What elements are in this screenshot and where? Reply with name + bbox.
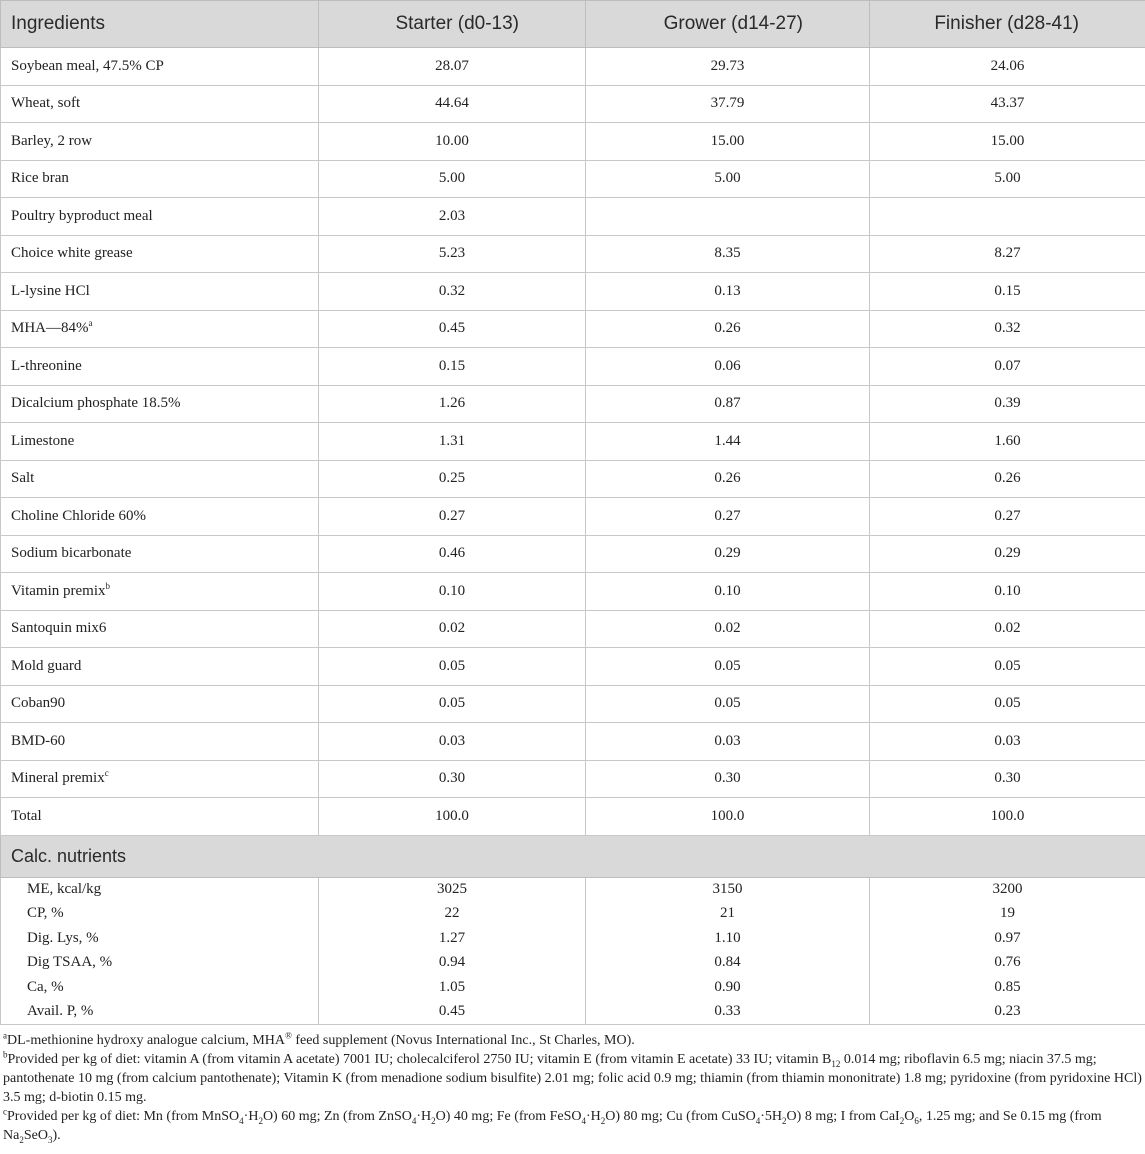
ingredient-name (1, 160, 319, 198)
header-grower: Grower (d14-27) (586, 1, 870, 48)
grower-nutrient-value: 0.90 (586, 975, 870, 1000)
grower-value: 0.06 (586, 348, 870, 386)
grower-nutrient-value: 0.33 (586, 1000, 870, 1025)
footnote-c-part: O (904, 1108, 915, 1124)
grower-value: 0.05 (586, 685, 870, 723)
ingredient-name (1, 498, 319, 536)
starter-value: 0.46 (319, 535, 586, 573)
finisher-nutrient-value: 0.76 (870, 951, 1145, 976)
footnote-c-sub: 4 (581, 1115, 586, 1126)
starter-nutrient-value: 0.94 (319, 951, 586, 976)
ingredient-name-text: Dicalcium phosphate 18.5% (11, 395, 181, 412)
finisher-value: 5.00 (870, 160, 1145, 198)
footnote-mark: a (88, 318, 93, 329)
footnote-c-mark: c (3, 1105, 7, 1116)
ingredient-name-text: Coban90 (11, 695, 66, 712)
table-row (1, 685, 1145, 723)
footnote-c-sub: 6 (914, 1115, 919, 1126)
ingredient-name-text: Sodium bicarbonate (11, 545, 132, 562)
table-row (1, 760, 1145, 798)
footnote-c-part: SeO (23, 1127, 48, 1143)
registered-mark: ® (284, 1029, 292, 1040)
starter-value: 0.05 (319, 648, 586, 686)
table-row (1, 423, 1145, 461)
nutrient-row (1, 951, 1145, 976)
footnote-b-text-1: Provided per kg of diet: vitamin A (from vitamin A acetate) 7001 IU; cholecalciferol 2750 IU; vitamin E (from vitamin E acetate) 33 IU; vitamin B (7, 1051, 832, 1067)
starter-value: 5.00 (319, 160, 586, 198)
ingredient-name (1, 198, 319, 236)
grower-value: 0.29 (586, 535, 870, 573)
ingredient-name-text: Poultry byproduct meal (11, 207, 153, 224)
grower-nutrient-value: 3150 (586, 877, 870, 902)
footnote-c (3, 1107, 1142, 1145)
finisher-value (870, 198, 1145, 236)
finisher-value: 0.27 (870, 498, 1145, 536)
header-ingredients: Ingredients (1, 1, 319, 48)
grower-value: 8.35 (586, 235, 870, 273)
nutrient-name: ME, kcal/kg (1, 877, 319, 902)
ingredient-name (1, 273, 319, 311)
footnote-c-sub: 3 (47, 1134, 53, 1145)
grower-value: 0.26 (586, 310, 870, 348)
footnote-c-part: Provided per kg of diet: Mn (from MnSO (7, 1108, 240, 1124)
starter-nutrient-value: 3025 (319, 877, 586, 902)
nutrients-section-row (1, 835, 1145, 877)
starter-value: 44.64 (319, 85, 586, 123)
table-row (1, 48, 1145, 86)
grower-nutrient-value: 1.10 (586, 926, 870, 951)
footnote-c-sub: 2 (19, 1134, 24, 1145)
nutrients-section (1, 835, 1145, 877)
ingredient-name-text: Total (11, 807, 42, 824)
ingredient-name-text: Vitamin premix (11, 582, 106, 599)
footnote-c-part: ·H (585, 1108, 601, 1124)
ingredient-name (1, 685, 319, 723)
ingredient-name (1, 348, 319, 386)
finisher-value: 0.30 (870, 760, 1145, 798)
table-row (1, 610, 1145, 648)
table-row (1, 648, 1145, 686)
grower-value: 0.02 (586, 610, 870, 648)
starter-nutrient-value: 1.05 (319, 975, 586, 1000)
starter-nutrient-value: 1.27 (319, 926, 586, 951)
footnote-c-part: O) 8 mg; I from CaI (786, 1108, 900, 1124)
header-starter: Starter (d0-13) (319, 1, 586, 48)
starter-value: 0.25 (319, 460, 586, 498)
ingredient-name (1, 535, 319, 573)
finisher-value: 100.0 (870, 798, 1145, 836)
ingredient-name (1, 423, 319, 461)
footnote-c-sub: 2 (600, 1115, 606, 1126)
table-row (1, 198, 1145, 236)
nutrient-row (1, 926, 1145, 951)
grower-value: 15.00 (586, 123, 870, 161)
grower-value: 1.44 (586, 423, 870, 461)
finisher-value: 15.00 (870, 123, 1145, 161)
ingredient-name (1, 235, 319, 273)
finisher-value: 43.37 (870, 85, 1145, 123)
finisher-value: 0.32 (870, 310, 1145, 348)
footnote-c-sub: 4 (755, 1115, 761, 1126)
finisher-nutrient-value: 3200 (870, 877, 1145, 902)
starter-value: 0.05 (319, 685, 586, 723)
footnote-c-sub: 4 (239, 1115, 244, 1126)
starter-value: 1.31 (319, 423, 586, 461)
ingredient-name (1, 798, 319, 836)
finisher-nutrient-value: 0.23 (870, 1000, 1145, 1025)
starter-value: 0.32 (319, 273, 586, 311)
footnote-c-sub: 2 (431, 1115, 436, 1126)
grower-value: 0.27 (586, 498, 870, 536)
grower-value: 0.03 (586, 723, 870, 761)
header-row (1, 1, 1145, 48)
grower-value: 100.0 (586, 798, 870, 836)
ingredient-name-text: L-lysine HCl (11, 282, 90, 299)
finisher-value: 0.26 (870, 460, 1145, 498)
nutrient-row (1, 1000, 1145, 1025)
ingredient-name-text: Salt (11, 470, 35, 487)
nutrient-name: Dig TSAA, % (1, 951, 319, 976)
finisher-value: 1.60 (870, 423, 1145, 461)
footnote-a (3, 1031, 1142, 1050)
footnote-b (3, 1050, 1142, 1107)
ingredient-name (1, 310, 319, 348)
starter-value: 28.07 (319, 48, 586, 86)
ingredient-name-text: Mineral premix (11, 770, 105, 787)
ingredient-name (1, 573, 319, 611)
finisher-value: 0.05 (870, 685, 1145, 723)
header-finisher: Finisher (d28-41) (870, 1, 1145, 48)
starter-value: 0.45 (319, 310, 586, 348)
footnote-c-part: ). (52, 1127, 61, 1143)
grower-value (586, 198, 870, 236)
ingredient-name (1, 760, 319, 798)
grower-value: 0.13 (586, 273, 870, 311)
starter-value: 0.27 (319, 498, 586, 536)
starter-value: 5.23 (319, 235, 586, 273)
finisher-nutrient-value: 0.85 (870, 975, 1145, 1000)
nutrient-row (1, 975, 1145, 1000)
finisher-value: 24.06 (870, 48, 1145, 86)
footnote-c-part: O) 60 mg; Zn (from ZnSO (262, 1108, 412, 1124)
finisher-nutrient-value: 19 (870, 902, 1145, 927)
table-row (1, 160, 1145, 198)
ingredient-name (1, 648, 319, 686)
ingredient-name-text: Santoquin mix6 (11, 620, 107, 637)
starter-value: 2.03 (319, 198, 586, 236)
nutrient-name: Avail. P, % (1, 1000, 319, 1025)
grower-value: 0.30 (586, 760, 870, 798)
grower-value: 37.79 (586, 85, 870, 123)
ingredient-name (1, 460, 319, 498)
finisher-value: 0.10 (870, 573, 1145, 611)
grower-value: 29.73 (586, 48, 870, 86)
ingredient-name-text: Choline Chloride 60% (11, 507, 146, 524)
starter-value: 10.00 (319, 123, 586, 161)
table-row (1, 348, 1145, 386)
table-row (1, 798, 1145, 836)
footnote-a-mark: a (3, 1029, 7, 1040)
table-row (1, 310, 1145, 348)
table-header (1, 1, 1145, 48)
table-row (1, 460, 1145, 498)
finisher-value: 0.39 (870, 385, 1145, 423)
starter-value: 0.03 (319, 723, 586, 761)
finisher-value: 0.29 (870, 535, 1145, 573)
footnote-a-text-1: DL-methionine hydroxy analogue calcium, MHA (7, 1032, 285, 1048)
ingredient-name-text: MHA—84% (11, 320, 89, 337)
ingredient-name-text: Barley, 2 row (11, 132, 93, 149)
footnote-c-part: , 1.25 mg; and Se 0.15 mg (from Na (3, 1108, 1102, 1143)
footnote-c-sub: 2 (899, 1115, 905, 1126)
finisher-nutrient-value: 0.97 (870, 926, 1145, 951)
footnotes (0, 1025, 1145, 1145)
nutrient-row (1, 902, 1145, 927)
ingredient-name-text: Soybean meal, 47.5% CP (11, 57, 164, 74)
table-row (1, 573, 1145, 611)
starter-value: 0.30 (319, 760, 586, 798)
finisher-value: 0.03 (870, 723, 1145, 761)
footnote-c-sub: 2 (782, 1115, 787, 1126)
footnote-c-part: O) 80 mg; Cu (from CuSO (605, 1108, 756, 1124)
ingredient-name-text: Mold guard (11, 657, 82, 674)
ingredients-body (1, 48, 1145, 836)
footnote-c-part: ·5H (760, 1108, 783, 1124)
grower-value: 5.00 (586, 160, 870, 198)
footnote-b-mark: b (3, 1048, 8, 1059)
starter-value: 0.02 (319, 610, 586, 648)
footnote-mark: c (104, 768, 109, 779)
ingredient-name-text: Choice white grease (11, 245, 133, 262)
starter-value: 0.15 (319, 348, 586, 386)
table-row (1, 123, 1145, 161)
footnote-a-text-2: feed supplement (Novus International Inc., St Charles, MO). (291, 1032, 635, 1048)
ingredient-name-text: Wheat, soft (11, 95, 81, 112)
starter-nutrient-value: 0.45 (319, 1000, 586, 1025)
ingredient-name (1, 123, 319, 161)
finisher-value: 0.07 (870, 348, 1145, 386)
grower-value: 0.87 (586, 385, 870, 423)
footnote-c-part: ·H (416, 1108, 432, 1124)
ingredient-name (1, 85, 319, 123)
finisher-value: 0.05 (870, 648, 1145, 686)
ingredient-name (1, 48, 319, 86)
starter-value: 1.26 (319, 385, 586, 423)
ingredient-name (1, 385, 319, 423)
grower-nutrient-value: 0.84 (586, 951, 870, 976)
ingredient-name-text: Rice bran (11, 170, 69, 187)
footnote-c-sub: 4 (411, 1115, 417, 1126)
nutrients-section-title: Calc. nutrients (1, 835, 1145, 877)
starter-nutrient-value: 22 (319, 902, 586, 927)
footnote-c-part: ·H (243, 1108, 259, 1124)
nutrients-body (1, 877, 1145, 1024)
nutrient-name: CP, % (1, 902, 319, 927)
nutrient-name: Dig. Lys, % (1, 926, 319, 951)
nutrient-name: Ca, % (1, 975, 319, 1000)
footnote-c-sub: 2 (258, 1115, 263, 1126)
grower-nutrient-value: 21 (586, 902, 870, 927)
table-row (1, 235, 1145, 273)
footnote-c-part: O) 40 mg; Fe (from FeSO (435, 1108, 582, 1124)
starter-value: 100.0 (319, 798, 586, 836)
finisher-value: 8.27 (870, 235, 1145, 273)
table-row (1, 273, 1145, 311)
grower-value: 0.10 (586, 573, 870, 611)
table-row (1, 385, 1145, 423)
ingredient-name-text: BMD-60 (11, 732, 66, 749)
table-row (1, 85, 1145, 123)
table-row (1, 535, 1145, 573)
footnote-b-text-2: 0.014 mg; riboflavin 6.5 mg; niacin 37.5 mg; pantothenate 10 mg (from calcium pantothenate); Vitamin K (from menadione sodium bisulfite) 2.01 mg; folic acid 0.9 mg; thiamin (from thiamin mononitrate) 1.8 mg; pyridoxine (from pyridoxine HCl) 3.5 mg; d-biotin 0.15 mg. (3, 1051, 1142, 1105)
footnote-b-sub: 12 (831, 1058, 841, 1069)
starter-value: 0.10 (319, 573, 586, 611)
ingredient-name (1, 723, 319, 761)
ingredient-name (1, 610, 319, 648)
table-row (1, 498, 1145, 536)
finisher-value: 0.02 (870, 610, 1145, 648)
ingredient-name-text: L-threonine (11, 357, 82, 374)
nutrient-row (1, 877, 1145, 902)
ingredient-name-text: Limestone (11, 432, 75, 449)
footnote-mark: b (105, 580, 110, 591)
grower-value: 0.05 (586, 648, 870, 686)
grower-value: 0.26 (586, 460, 870, 498)
table-row (1, 723, 1145, 761)
finisher-value: 0.15 (870, 273, 1145, 311)
